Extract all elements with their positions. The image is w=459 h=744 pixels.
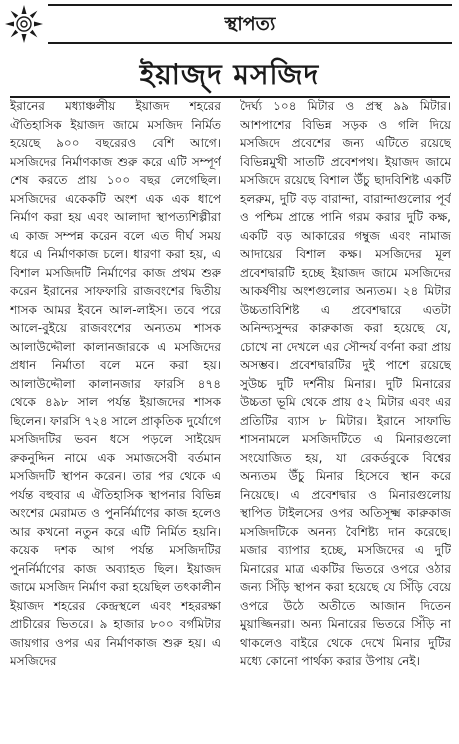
body-text: ইরানের মধ্যাঞ্চলীয় ইয়াজদ শহরের ঐতিহাসিক ইয়াজদ জামে মসজিদ নির্মিত হয়েছে ৯০০ বছরেরও বেশি আগে। মসজিদের নির্মাণকাজ শুরু করে এটি সম্পূর্ণ শেষ করতে প্রায় ১০০ বছর লেগেছিল। মসজিদের একেকটি অংশ এক এক ধাপে নির্মাণ করা হয় এবং আলাদা স্থাপত্যশিল্পীরা এ কাজ সম্পন্ন করেন বলে এত দীর্ঘ সময় ধরে এ নির্মাণকাজ চলে। ধারণা করা হয়, এ বিশাল মসজিদটি নির্মাণের কাজ প্রথম শুরু করেন ইরানের সাফফারি রাজবংশের দ্বিতীয় শাসক আমর ইবনে আল-লাইস। তবে পরে আলে-বুইয়ে রাজবংশের অন্যতম শাসক আলাউদ্দৌলা কালানজারকে এ মসজিদের প্রধান নির্মাতা বলে মনে করা হয়। আলাউদ্দৌলা কালানজার ফারসি ৪৭৪ থেকে ৪৯৮ সাল পর্যন্ত ইয়াজদের শাসক ছিলেন। ফারসি ৭২৪ সালে প্রাকৃতিক দুর্যোগে মসজিদটির ভবন ধসে পড়লে সাইয়েদ রুকনুদ্দিন নামে এক সমাজসেবী বর্তমান মসজিদটি স্থাপন করেন। তার পর থেকে এ পর্যন্ত বহুবার এ ঐতিহাসিক স্থাপনার বিভিন্ন অংশের মেরামত ও পুনর্নির্মাণের কাজ হলেও আর কখনো নতুন করে এটি নির্মিত হয়নি। কয়েক দশক আগ পর্যন্ত মসজিদটির পুনর্নির্মাণের কাজ অব্যাহত ছিল। ইয়াজদ জামে মসজিদ নির্মাণ করা হয়েছিল তৎকালীন ইয়াজদ শহরের কেন্দ্রস্থলে এবং শহররক্ষা প্রাচীরের ভিতরে। ৯ হাজার ৮০০ বর্গমিটার জায়গার ওপর এর নির্মাণকাজ শুরু হয়। এ মসজিদের xyxy=(10,99,221,668)
section-title: স্থাপত্য xyxy=(48,4,452,44)
article-headline: ইয়াজ্দ মসজিদ xyxy=(139,58,320,91)
article-column-left xyxy=(10,97,221,737)
article-column-right xyxy=(240,97,451,737)
section-header xyxy=(0,0,459,52)
body-text: দৈর্ঘ্য ১০৪ মিটার ও প্রস্থ ৯৯ মিটার। আশপাশের বিভিন্ন সড়ক ও গলি দিয়ে মসজিদে প্রবেশের জন্য এটিতে রয়েছে বিভিন্নমুখী সাতটি প্রবেশপথ। ইয়াজদ জামে মসজিদে রয়েছে বিশাল উঁচু ছাদবিশিষ্ট একটি হলরুম, দুটি বড় বারান্দা, বারান্দাগুলোর পূর্ব ও পশ্চিম প্রান্তে পানি গরম করার দুটি কক্ষ, একটি বড় আকারের গম্বুজ এবং নামাজ আদায়ের বিশাল কক্ষ। মসজিদের মূল প্রবেশদ্বারটি হচ্ছে ইয়াজদ জামে মসজিদের আকর্ষণীয় অংশগুলোর অন্যতম। ২৪ মিটার উচ্চতাবিশিষ্ট এ প্রবেশদ্বারে এতটা অনিন্দ্যসুন্দর কারুকাজ করা হয়েছে যে, চোখে না দেখলে এর সৌন্দর্য বর্ণনা করা প্রায় অসম্ভব। প্রবেশদ্বারটির দুই পাশে রয়েছে সুউচ্চ দুটি দর্শনীয় মিনার। দুটি মিনারের উচ্চতা ভূমি থেকে প্রায় ৫২ মিটার এবং এর প্রতিটির ব্যাস ৮ মিটার। ইরানে সাফাভি শাসনামলে মসজিদটিতে এ মিনারগুলো সংযোজিত হয়, যা রেকর্ডবুকে বিশ্বের অন্যতম উঁচু মিনার হিসেবে স্থান করে নিয়েছে। এ প্রবেশদ্বার ও মিনারগুলোয় স্থাপিত টাইলসের ওপর অতিসূক্ষ্ম কারুকাজ মসজিদটিকে অনন্য বৈশিষ্ট্য দান করেছে। মজার ব্যাপার হচ্ছে, মসজিদের এ দুটি মিনারের মাত্র একটির ভিতরে ওপরে ওঠার জন্য সিঁড়ি স্থাপন করা হয়েছে যে সিঁড়ি বেয়ে ওপরে উঠে অতীতে আজান দিতেন মুয়াজ্জিনরা। অন্য মিনারের ভিতরে সিঁড়ি না থাকলেও বাইরে থেকে দেখে মিনার দুটির মধ্যে কোনো পার্থক্য করার উপায় নেই। xyxy=(240,99,451,668)
sun-ornament-icon xyxy=(4,4,44,44)
